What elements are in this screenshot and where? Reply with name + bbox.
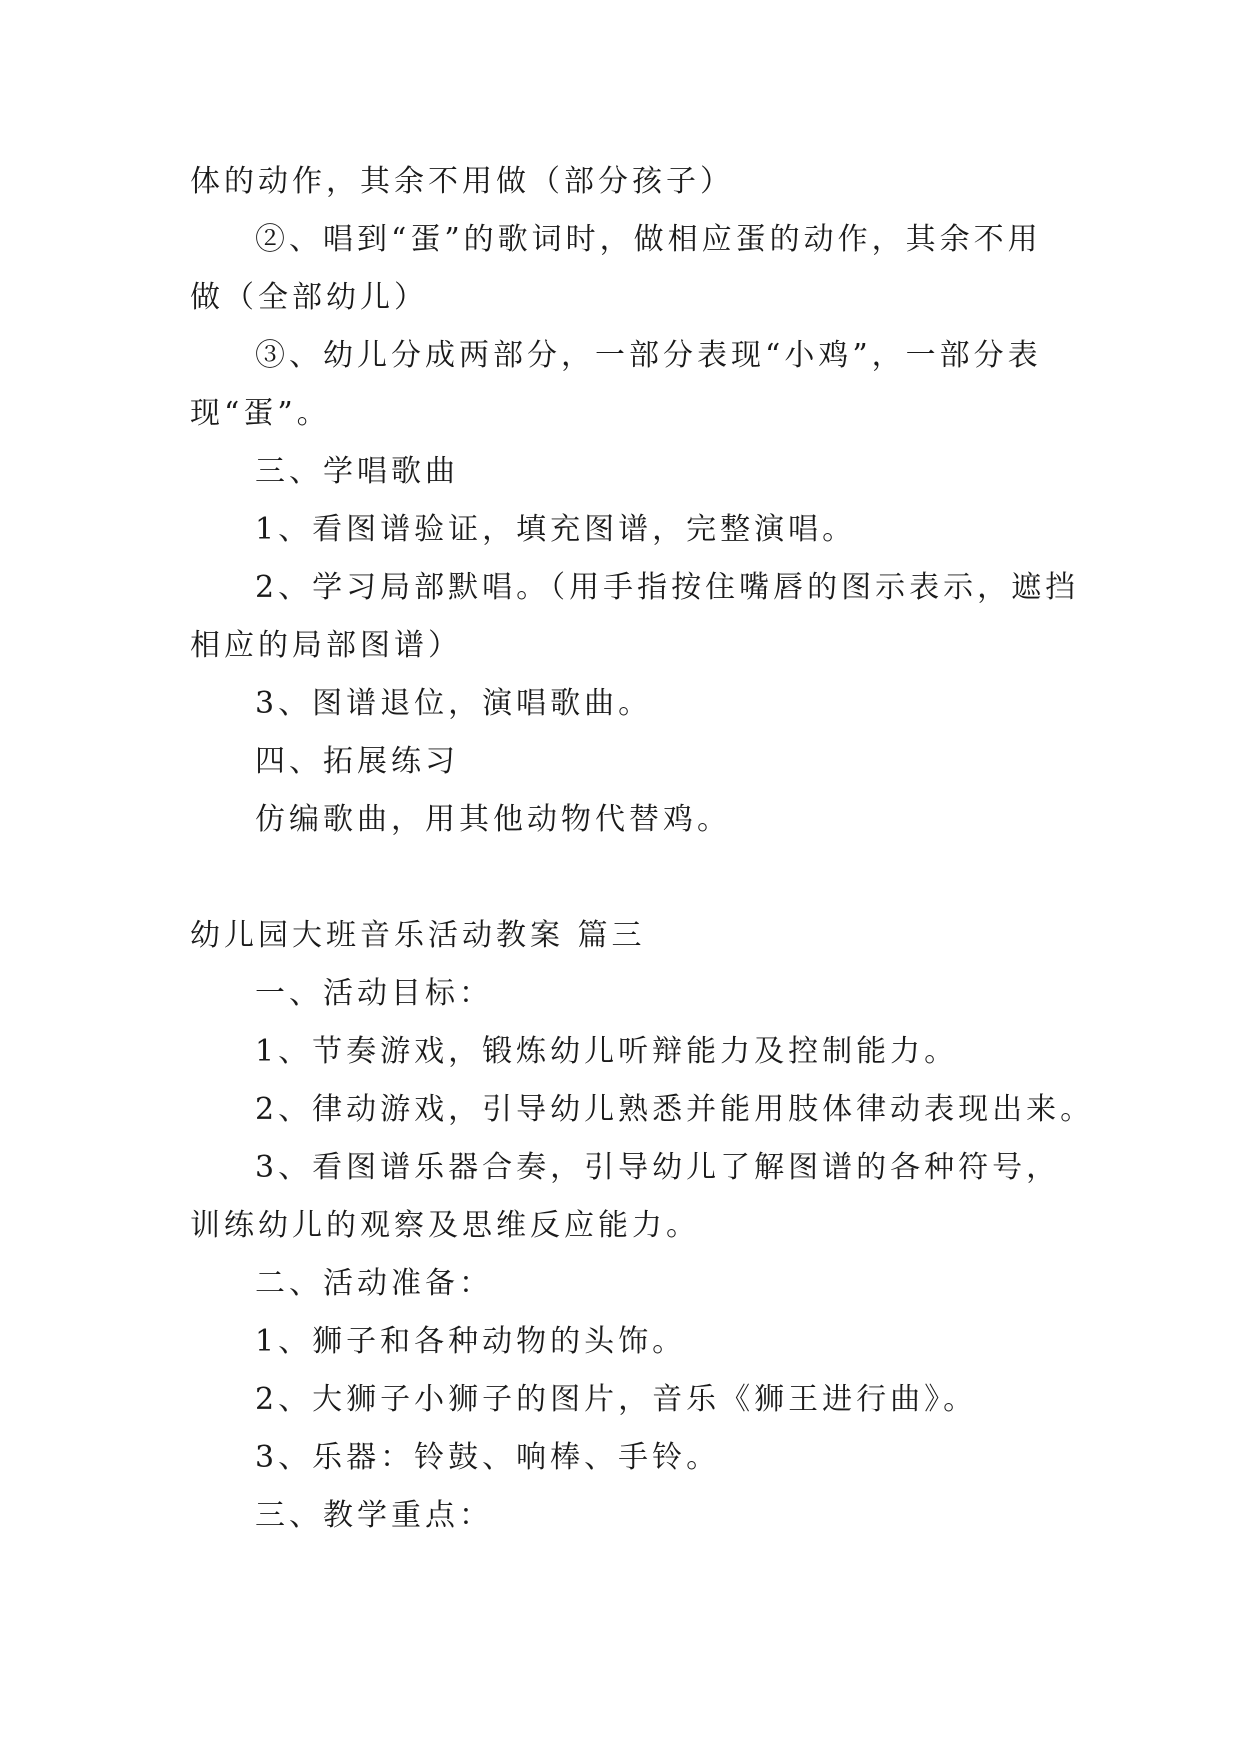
list-item-continuation: 训练幼儿的观察及思维反应能力。 — [190, 1208, 700, 1243]
paragraph-extension: 仿编歌曲，用其他动物代替鸡。 — [255, 802, 731, 837]
section-heading-key-points: 三、教学重点： — [255, 1498, 493, 1533]
section-heading-extension: 四、拓展练习 — [255, 744, 459, 779]
section-heading-goals: 一、活动目标： — [255, 976, 493, 1011]
list-item: 2、大狮子小狮子的图片，音乐《狮王进行曲》。 — [255, 1382, 978, 1417]
paragraph-step-3: ③、幼儿分成两部分，一部分表现“小鸡”，一部分表 — [255, 338, 1042, 373]
list-item: 3、图谱退位，演唱歌曲。 — [255, 686, 653, 721]
list-item: 1、看图谱验证，填充图谱，完整演唱。 — [255, 512, 857, 547]
list-item: 2、学习局部默唱。（用手指按住嘴唇的图示表示，遮挡 — [255, 570, 1080, 605]
list-item-continuation: 相应的局部图谱） — [190, 628, 462, 663]
section-heading-learn-song: 三、学唱歌曲 — [255, 454, 459, 489]
paragraph-step-2-continuation: 做（全部幼儿） — [190, 280, 428, 315]
paragraph-continuation: 体的动作，其余不用做（部分孩子） — [190, 164, 734, 199]
list-item: 3、看图谱乐器合奏，引导幼儿了解图谱的各种符号， — [255, 1150, 1061, 1185]
document-section-title: 幼儿园大班音乐活动教案 篇三 — [190, 918, 646, 953]
list-item: 1、狮子和各种动物的头饰。 — [255, 1324, 687, 1359]
section-heading-preparation: 二、活动准备： — [255, 1266, 493, 1301]
paragraph-step-3-continuation: 现“蛋”。 — [190, 396, 331, 431]
list-item: 2、律动游戏，引导幼儿熟悉并能用肢体律动表现出来。 — [255, 1092, 1095, 1127]
paragraph-step-2: ②、唱到“蛋”的歌词时，做相应蛋的动作，其余不用 — [255, 222, 1042, 257]
list-item: 1、节奏游戏，锻炼幼儿听辩能力及控制能力。 — [255, 1034, 959, 1069]
list-item: 3、乐器：铃鼓、响棒、手铃。 — [255, 1440, 721, 1475]
